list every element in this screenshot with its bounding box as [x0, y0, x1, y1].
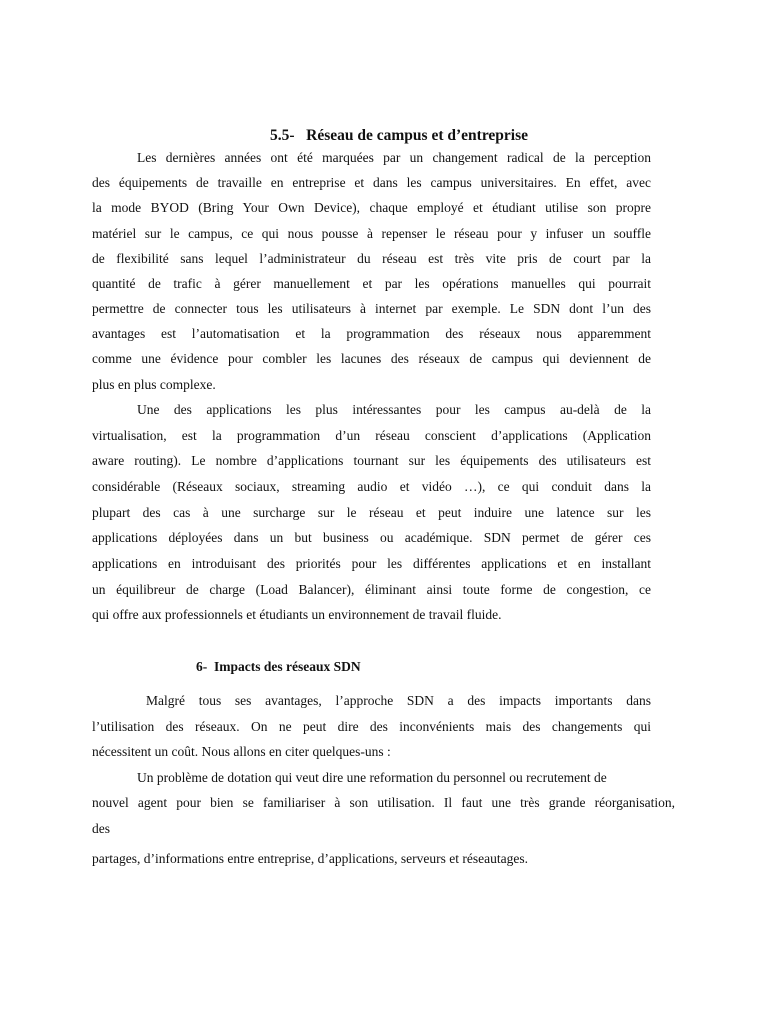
- paragraph-line: applications en introduisant des priorités pour les différentes applications et en installant: [92, 556, 651, 571]
- section-5-5-heading: 5.5- Réseau de campus et d’entreprise: [270, 127, 529, 144]
- paragraph-line: matériel sur le campus, ce qui nous pousse à repenser le réseau pour y infuser un souffle: [92, 226, 651, 241]
- paragraph-line: virtualisation, est la programmation d’un réseau conscient d’applications (Application: [92, 428, 651, 443]
- paragraph-line: qui offre aux professionnels et étudiants un environnement de travail fluide.: [92, 607, 502, 622]
- paragraph-line: Une des applications les plus intéressantes pour les campus au-delà de la: [137, 402, 651, 417]
- section-6-heading: 6- Impacts des réseaux SDN: [196, 659, 361, 674]
- paragraph-line: l’utilisation des réseaux. On ne peut dire des inconvénients mais des changements qui: [92, 719, 651, 734]
- paragraph-line: Malgré tous ses avantages, l’approche SDN a des impacts importants dans: [146, 693, 651, 708]
- paragraph-line: comme une évidence pour combler les lacunes des réseaux de campus qui deviennent de: [92, 351, 651, 366]
- paragraph-line: la mode BYOD (Bring Your Own Device), chaque employé et étudiant utilise son propre: [92, 200, 651, 215]
- paragraph-line: nécessitent un coût. Nous allons en citer quelques-uns :: [92, 744, 391, 759]
- paragraph-line: nouvel agent pour bien se familiariser à son utilisation. Il faut une très grande réorganisation,: [92, 795, 675, 810]
- paragraph-line: plupart des cas à une surcharge sur le réseau et peut induire une latence sur les: [92, 505, 651, 520]
- paragraph-line: quantité de trafic à gérer manuellement et par les opérations manuelles qui pourrait: [92, 276, 651, 291]
- paragraph-line: applications déployées dans un but business ou académique. SDN permet de gérer ces: [92, 530, 651, 545]
- paragraph-line: de flexibilité sans lequel l’administrateur du réseau est très vite pris de court par la: [92, 251, 651, 266]
- paragraph-line: un équilibreur de charge (Load Balancer), éliminant ainsi toute forme de congestion, ce: [92, 582, 651, 597]
- paragraph-line: aware routing). Le nombre d’applications tournant sur les équipements des utilisateurs est: [92, 453, 651, 468]
- paragraph-line: considérable (Réseaux sociaux, streaming audio et vidéo …), ce qui conduit dans la: [92, 479, 651, 494]
- paragraph-line: Un problème de dotation qui veut dire une reformation du personnel ou recrutement de: [137, 770, 607, 785]
- paragraph-line: plus en plus complexe.: [92, 377, 216, 392]
- paragraph-line: permettre de connecter tous les utilisateurs à internet par exemple. Le SDN dont l’un des: [92, 301, 651, 316]
- paragraph-line: avantages est l’automatisation et la programmation des réseaux nous apparemment: [92, 326, 651, 341]
- paragraph-line: partages, d’informations entre entreprise, d’applications, serveurs et réseautages.: [92, 851, 528, 866]
- paragraph-line: des: [92, 821, 110, 836]
- paragraph-line: des équipements de travaille en entreprise et dans les campus universitaires. En effet, avec: [92, 175, 651, 190]
- paragraph-line: Les dernières années ont été marquées par un changement radical de la perception: [137, 150, 651, 165]
